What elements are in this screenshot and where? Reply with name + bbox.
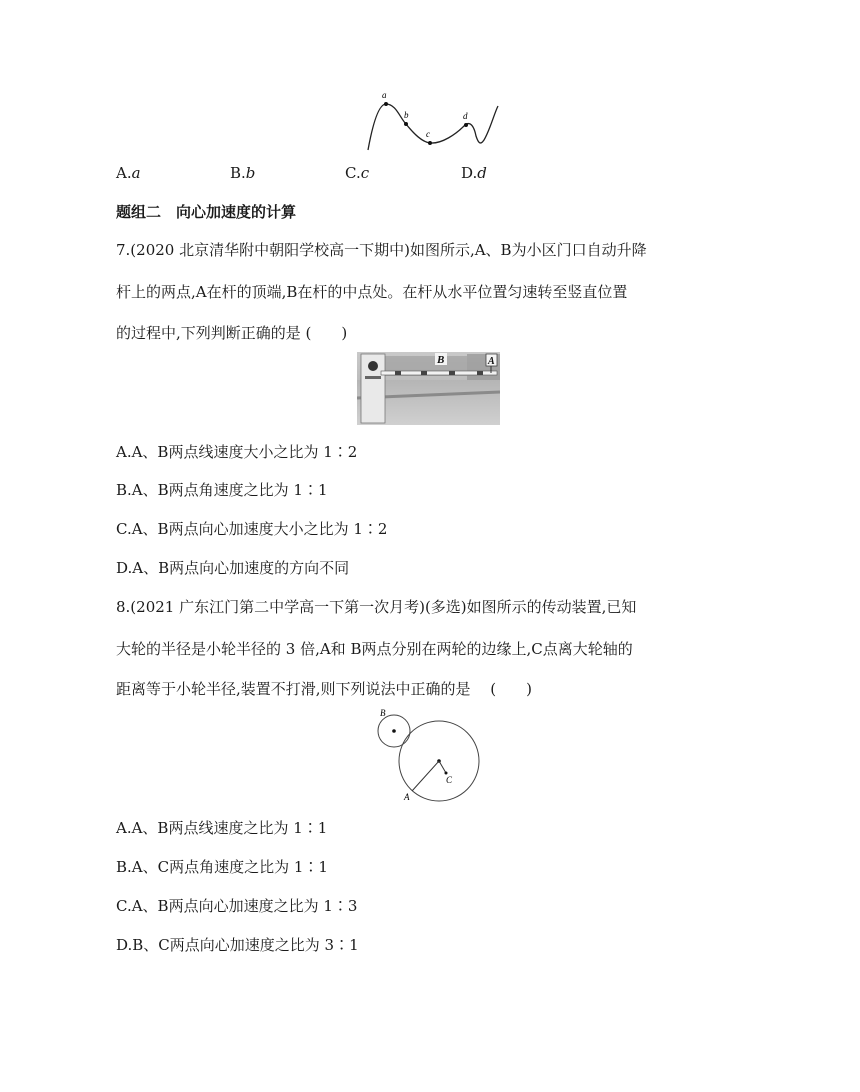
q7-option-d: D.A、B两点向心加速度的方向不同: [116, 559, 350, 577]
curve-figure: [360, 88, 500, 154]
fig-label-b: B: [380, 708, 386, 718]
c-line: [439, 761, 446, 773]
radius-line: [412, 761, 439, 791]
point-d: [464, 123, 468, 127]
point-c: [428, 141, 432, 145]
photo-label-a: A: [488, 356, 495, 367]
q8-line-3: 距离等于小轮半径,装置不打滑,则下列说法中正确的是 ( ): [116, 680, 533, 698]
fig-label-a: A: [404, 792, 410, 802]
label-c: c: [426, 129, 430, 139]
q8-option-a: A.A、B两点线速度之比为 1∶1: [116, 819, 328, 837]
label-a: a: [382, 90, 387, 100]
q7-option-c: C.A、B两点向心加速度大小之比为 1∶2: [116, 520, 388, 538]
q6-option-d: D.d: [461, 164, 487, 182]
q7-line-2: 杆上的两点,A在杆的顶端,B在杆的中点处。在杆从水平位置匀速转至竖直位置: [116, 283, 628, 301]
section-heading: 题组二 向心加速度的计算: [116, 203, 297, 221]
q7-option-b: B.A、B两点角速度之比为 1∶1: [116, 481, 328, 499]
q8-option-d: D.B、C两点向心加速度之比为 3∶1: [116, 936, 359, 954]
label-b: b: [404, 110, 409, 120]
q8-option-b: B.A、C两点角速度之比为 1∶1: [116, 858, 328, 876]
q7-option-a: A.A、B两点线速度大小之比为 1∶2: [116, 443, 358, 461]
point-a: [384, 102, 388, 106]
q7-line-3: 的过程中,下列判断正确的是 ( ): [116, 324, 348, 342]
point-b: [404, 122, 408, 126]
q6-option-c: C.c: [345, 164, 370, 182]
small-wheel-axle: [392, 729, 396, 733]
photo-label-b: B: [437, 354, 445, 366]
q8-option-c: C.A、B两点向心加速度之比为 1∶3: [116, 897, 358, 915]
q6-option-b: B.b: [230, 164, 256, 182]
transmission-figure: [372, 704, 484, 804]
q7-line-1: 7.(2020 北京清华附中朝阳学校高一下期中)如图所示,A、B为小区门口自动升降: [116, 241, 647, 259]
fig-label-c: C: [446, 775, 453, 785]
q8-line-1: 8.(2021 广东江门第二中学高一下第一次月考)(多选)如图所示的传动装置,已知: [116, 598, 637, 616]
q8-line-2: 大轮的半径是小轮半径的 3 倍,A和 B两点分别在两轮的边缘上,C点离大轮轴的: [116, 640, 633, 658]
q6-option-a: A.a: [116, 164, 141, 182]
wavy-curve: [368, 104, 498, 150]
label-d: d: [463, 111, 468, 121]
barrier-gate-photo: [357, 352, 500, 425]
